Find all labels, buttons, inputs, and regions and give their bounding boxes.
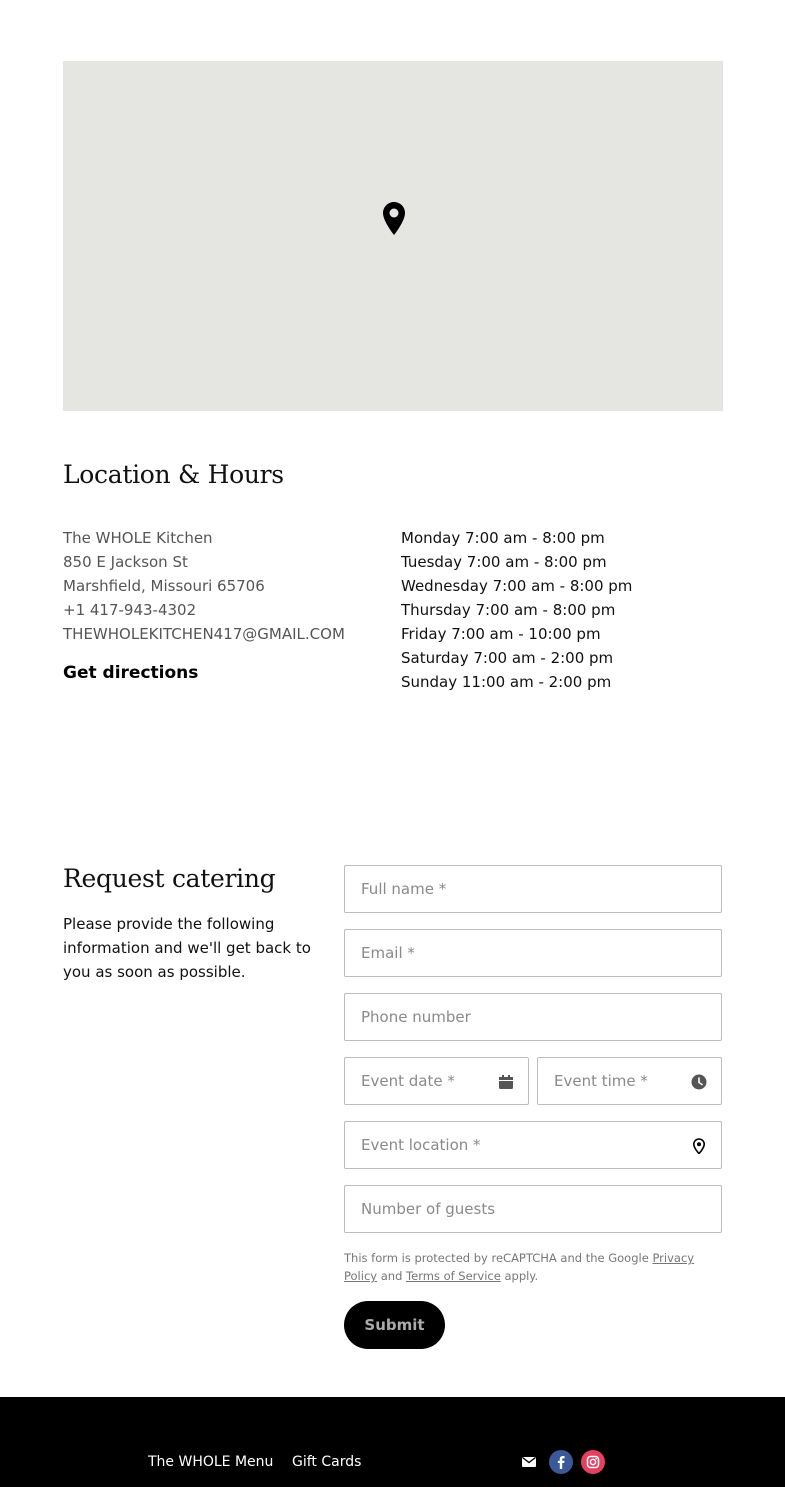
hours-tuesday: Tuesday 7:00 am - 8:00 pm: [401, 553, 607, 571]
event-location-input[interactable]: [345, 1122, 721, 1168]
footer-link-gift-cards[interactable]: Gift Cards: [292, 1454, 362, 1470]
clock-icon[interactable]: [691, 1074, 707, 1090]
hours-monday: Monday 7:00 am - 8:00 pm: [401, 529, 605, 547]
hours-saturday: Saturday 7:00 am - 2:00 pm: [401, 649, 614, 667]
calendar-icon[interactable]: [498, 1074, 514, 1090]
guests-input[interactable]: [345, 1186, 721, 1232]
location-hours-title: Location & Hours: [63, 460, 284, 489]
privacy-policy-link[interactable]: Privacy Policy: [344, 1251, 695, 1283]
location-pin-icon[interactable]: [691, 1138, 707, 1154]
footer: [0, 1397, 785, 1487]
terms-of-service-link[interactable]: Terms of Service: [406, 1269, 501, 1283]
hours-sunday: Sunday 11:00 am - 2:00 pm: [401, 673, 612, 691]
hours-friday: Friday 7:00 am - 10:00 pm: [401, 625, 601, 643]
full-name-field: [344, 865, 722, 913]
map-pin-icon[interactable]: [381, 201, 407, 237]
full-name-input[interactable]: [345, 866, 721, 912]
address-block: [63, 526, 383, 646]
email-field: [344, 929, 722, 977]
location-map[interactable]: [63, 61, 723, 411]
get-directions-link[interactable]: Get directions: [63, 663, 199, 683]
guests-field: [344, 1185, 722, 1233]
hours-list: [401, 526, 723, 694]
phone-input[interactable]: [345, 994, 721, 1040]
email-link[interactable]: THEWHOLEKITCHEN417@GMAIL.COM: [63, 625, 345, 643]
business-name: The WHOLE Kitchen: [63, 529, 213, 547]
event-date-field: [344, 1057, 529, 1105]
notice-prefix: This form is protected by reCAPTCHA and the Google: [344, 1251, 653, 1265]
recaptcha-notice: [344, 1249, 724, 1285]
catering-description: Please provide the following information and we'll get back to you as soon as possible.: [63, 915, 311, 981]
phone-link[interactable]: +1 417-943-4302: [63, 601, 197, 619]
hours-thursday: Thursday 7:00 am - 8:00 pm: [401, 601, 616, 619]
catering-title: Request catering: [63, 864, 276, 893]
notice-and: and: [377, 1269, 407, 1283]
instagram-icon[interactable]: [581, 1450, 605, 1474]
city-state-zip: Marshfield, Missouri 65706: [63, 577, 265, 595]
event-time-field: [537, 1057, 722, 1105]
email-icon[interactable]: [517, 1450, 541, 1474]
facebook-icon[interactable]: [549, 1450, 573, 1474]
street-address: 850 E Jackson St: [63, 553, 188, 571]
footer-link-menu[interactable]: The WHOLE Menu: [148, 1454, 274, 1470]
email-input[interactable]: [345, 930, 721, 976]
event-location-field: [344, 1121, 722, 1169]
notice-suffix: apply.: [500, 1269, 539, 1283]
hours-wednesday: Wednesday 7:00 am - 8:00 pm: [401, 577, 633, 595]
submit-button[interactable]: Submit: [344, 1301, 445, 1349]
phone-field: [344, 993, 722, 1041]
